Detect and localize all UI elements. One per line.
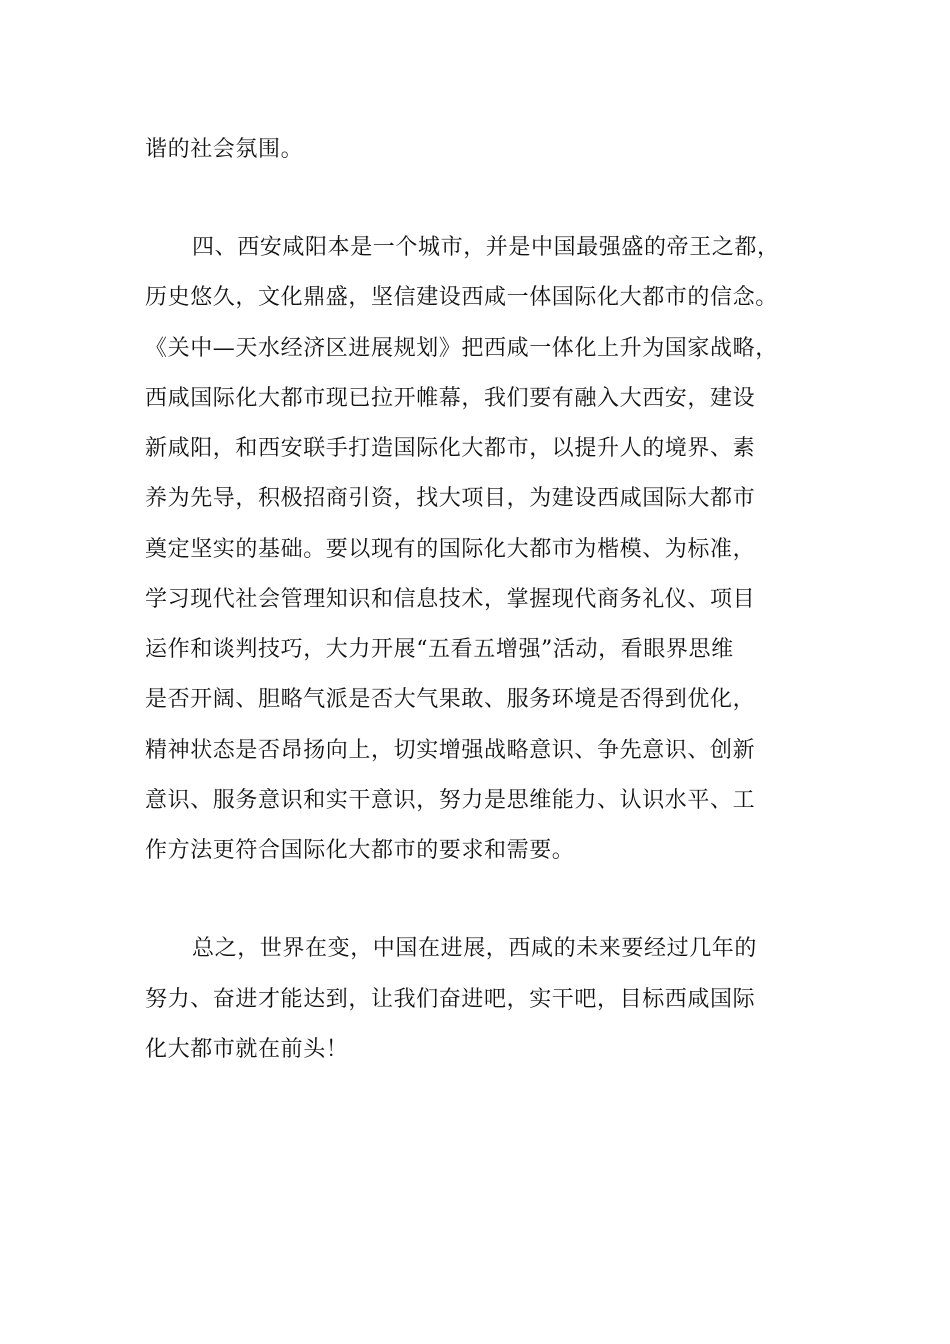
paragraph-line: 作方法更符合国际化大都市的要求和需要。 bbox=[145, 838, 575, 863]
paragraph-line: 化大都市就在前头！ bbox=[145, 1037, 349, 1062]
paragraph-line: 西咸国际化大都市现已拉开帷幕，我们要有融入大西安，建设 bbox=[145, 386, 756, 411]
paragraph-line: 《关中—天水经济区进展规划》把西咸一体化上升为国家战略， bbox=[145, 336, 778, 361]
paragraph-line: 四、西安咸阳本是一个城市，并是中国最强盛的帝王之都， bbox=[192, 235, 780, 260]
paragraph-line: 学习现代社会管理知识和信息技术，掌握现代商务礼仪、项目 bbox=[145, 587, 756, 612]
paragraph-line: 努力、奋进才能达到，让我们奋进吧，实干吧，目标西咸国际 bbox=[145, 987, 756, 1012]
paragraph-line: 是否开阔、胆略气派是否大气果敢、服务环境是否得到优化， bbox=[145, 687, 756, 712]
paragraph-line: 意识、服务意识和实干意识，努力是思维能力、认识水平、工 bbox=[145, 788, 756, 813]
paragraph-line: 运作和谈判技巧，大力开展“五看五增强”活动，看眼界思维 bbox=[145, 637, 734, 662]
paragraph-line: 精神状态是否昂扬向上，切实增强战略意识、争先意识、创新 bbox=[145, 738, 756, 763]
paragraph-line: 新咸阳，和西安联手打造国际化大都市，以提升人的境界、素 bbox=[145, 436, 756, 461]
paragraph-line: 总之，世界在变，中国在进展，西咸的未来要经过几年的 bbox=[192, 936, 758, 961]
paragraph-line: 奠定坚实的基础。要以现有的国际化大都市为楷模、为标准， bbox=[145, 537, 756, 562]
paragraph-line: 谐的社会氛围。 bbox=[145, 137, 304, 162]
paragraph-line: 历史悠久，文化鼎盛，坚信建设西咸一体国际化大都市的信念。 bbox=[145, 285, 778, 310]
paragraph-line: 养为先导，积极招商引资，找大项目，为建设西咸国际大都市 bbox=[145, 486, 756, 511]
